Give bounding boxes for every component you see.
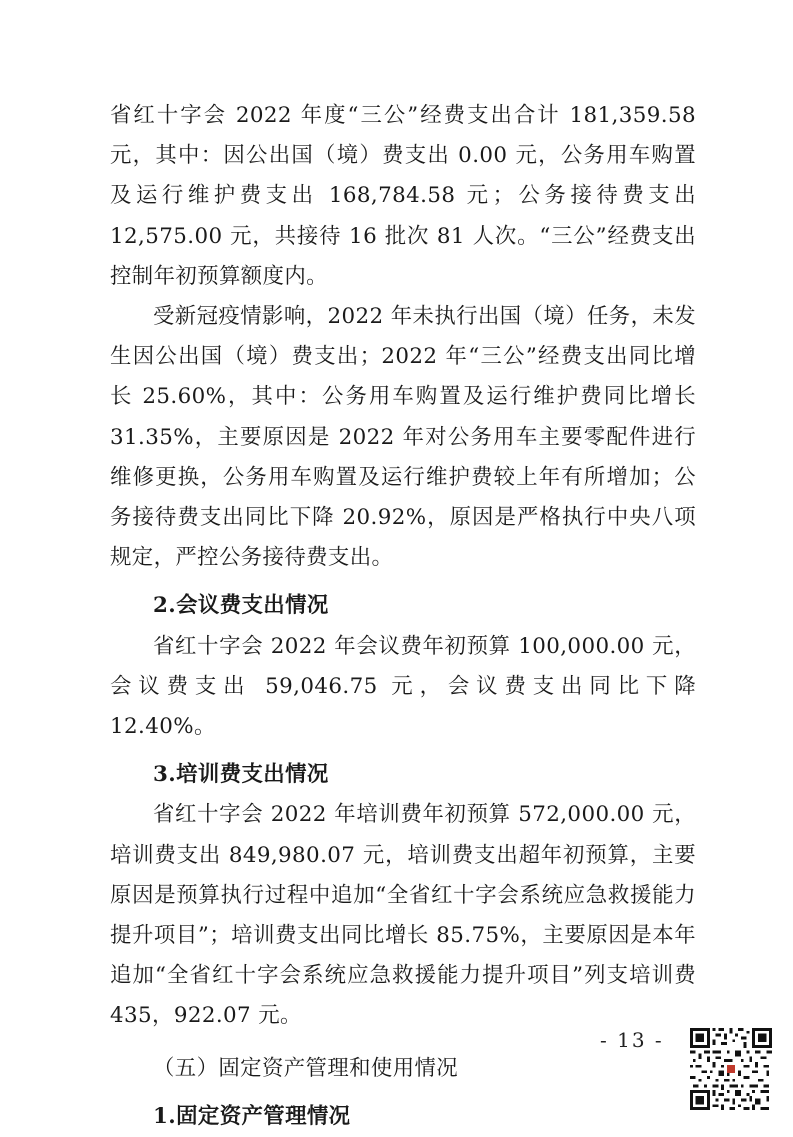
heading-training-expense: 3.培训费支出情况 — [153, 762, 329, 788]
paragraph-sangong-analysis: 受新冠疫情影响，2022 年未执行出国（境）任务，未发生因公出国（境）费支出；2022 年“三公”经费支出同比增长 25.60%，其中：公务用车购置及运行维护费同比增长 31.35%，主要原因是 2022 年对公务用车主要零配件进行维修更换，公务用车购置及运行维护费较上年有所增加；公务接待费支出同比下降 20.92%，原因是严格执行中央八项规定，严控公务接待费支出。 — [110, 304, 696, 571]
paragraph-meeting-expense: 省红十字会 2022 年会议费年初预算 100,000.00 元，会议费支出 59,046.75 元，会议费支出同比下降 12.40%。 — [110, 633, 696, 740]
heading-meeting-expense: 2.会议费支出情况 — [153, 593, 329, 619]
document-body — [110, 96, 696, 1137]
qr-code-icon — [690, 1028, 772, 1110]
paragraph-training-expense: 省红十字会 2022 年培训费年初预算 572,000.00 元，培训费支出 849,980.07 元，培训费支出超年初预算，主要原因是预算执行过程中追加“全省红十字会系统应急救援能力提升项目”；培训费支出同比增长 85.75%，主要原因是本年追加“全省红十字会系统应急救援能力提升项目”列支培训费 435，922.07 元。 — [110, 802, 696, 1029]
page-number: - 13 - — [600, 1028, 664, 1052]
paragraph-sangong-summary: 省红十字会 2022 年度“三公”经费支出合计 181,359.58 元，其中：因公出国（境）费支出 0.00 元，公务用车购置及运行维护费支出 168,784.58 元；公务接待费支出 12,575.00 元，共接待 16 批次 81 人次。“三公”经费支出控制年初预算额度内。 — [110, 103, 696, 289]
heading-fixed-assets-section: （五）固定资产管理和使用情况 — [153, 1055, 459, 1081]
heading-fixed-assets-management: 1.固定资产管理情况 — [153, 1103, 351, 1129]
